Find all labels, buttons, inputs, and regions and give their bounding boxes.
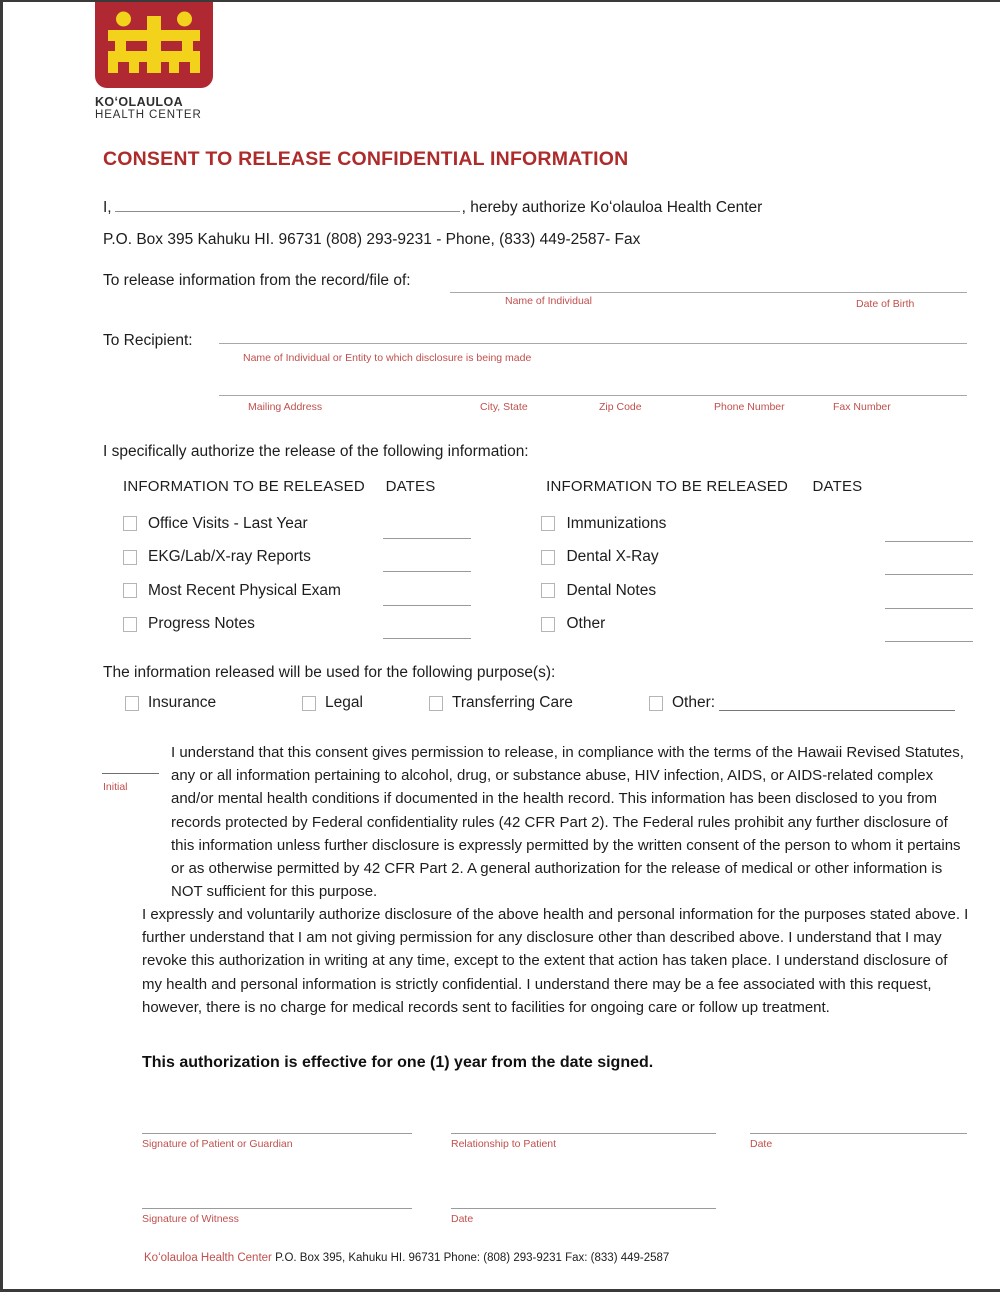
purpose-option-legal[interactable] — [302, 694, 429, 712]
signature-patient-input[interactable] — [142, 1133, 412, 1134]
caption-signature-witness: Signature of Witness — [142, 1213, 239, 1225]
organization-logo — [95, 0, 213, 122]
release-option-progress-notes[interactable] — [123, 615, 383, 633]
caption-date: Date — [750, 1138, 773, 1150]
caption-mailing-address: Mailing Address — [248, 401, 323, 413]
footer-details: P.O. Box 395, Kahuku HI. 96731 Phone: (808) 293-9231 Fax: (833) 449-2587 — [275, 1252, 670, 1264]
header-information-left: INFORMATION TO BE RELEASED — [123, 478, 365, 495]
recipient-address-input[interactable] — [219, 395, 967, 396]
page-title: CONSENT TO RELEASE CONFIDENTIAL INFORMATION — [103, 148, 629, 170]
health-center-logo-icon — [95, 0, 213, 88]
page-footer — [144, 1252, 669, 1264]
release-option-other[interactable] — [541, 615, 804, 633]
release-option-office-visits[interactable] — [123, 515, 383, 533]
dates-cell-right[interactable] — [805, 573, 973, 609]
checkbox-icon[interactable] — [123, 583, 137, 598]
signature-date-input[interactable] — [750, 1133, 967, 1134]
information-release-table — [123, 478, 973, 641]
release-option-label: Other — [566, 615, 606, 633]
recipient-entity-input[interactable] — [219, 343, 967, 344]
record-name-input[interactable] — [450, 292, 967, 293]
release-option-label: Progress Notes — [148, 615, 255, 633]
checkbox-icon[interactable] — [541, 583, 555, 598]
signature-witness-input[interactable] — [142, 1208, 412, 1209]
purpose-other-input[interactable] — [719, 696, 955, 711]
consent-paragraph-1: I understand that this consent gives permission to release, in compliance with the terms of the Hawaii Revised Statutes, any or all information pertaining to alcohol, drug, or substance abuse, HIV infection, AIDS, or AIDS-related complex and/or mental health conditions if documented in the health record. This information has been disclosed to you from records protected by Federal confidentiality rules (42 CFR Part 2). The Federal rules prohibit any further disclosure of this information unless further disclosure is expressly permitted by the written consent of the person to whom it pertains or as otherwise permitted by 42 CFR Part 2. A general authorization for the release of medical or other information is NOT sufficient for this purpose. — [171, 744, 964, 901]
relationship-input[interactable] — [451, 1133, 716, 1134]
purpose-option-label: Insurance — [148, 694, 217, 711]
purpose-option-label: Legal — [325, 694, 363, 711]
purpose-intro: The information released will be used for the following purpose(s): — [103, 664, 556, 681]
table-header-row — [123, 478, 973, 495]
release-option-label: Dental X-Ray — [566, 548, 659, 566]
release-option-label: Most Recent Physical Exam — [148, 581, 341, 599]
effective-statement: This authorization is effective for one (1) year from the date signed. — [142, 1054, 654, 1071]
date-input[interactable] — [383, 623, 471, 639]
date-input[interactable] — [383, 590, 471, 606]
caption-phone-number: Phone Number — [714, 401, 785, 413]
dates-cell-right[interactable] — [805, 506, 973, 542]
checkbox-icon[interactable] — [123, 550, 137, 565]
dates-cell-left[interactable] — [383, 509, 542, 539]
authorization-prefix: I, — [103, 199, 112, 216]
caption-date-of-birth: Date of Birth — [856, 298, 915, 310]
caption-relationship: Relationship to Patient — [451, 1138, 557, 1150]
logo-mark — [95, 0, 213, 88]
release-option-immunizations[interactable] — [541, 515, 804, 533]
caption-witness-date: Date — [451, 1213, 474, 1225]
checkbox-icon[interactable] — [429, 696, 443, 711]
initial-input[interactable] — [102, 773, 159, 774]
caption-signature-patient: Signature of Patient or Guardian — [142, 1138, 293, 1150]
dates-cell-left[interactable] — [383, 576, 542, 606]
release-option-dental-notes[interactable] — [541, 582, 804, 600]
checkbox-icon[interactable] — [541, 550, 555, 565]
release-option-label: Dental Notes — [566, 581, 657, 599]
release-from-label: To release information from the record/file of: — [103, 272, 411, 289]
release-option-label: Immunizations — [566, 514, 667, 532]
logo-wordmark — [95, 95, 213, 122]
checkbox-icon[interactable] — [541, 516, 555, 531]
checkbox-icon[interactable] — [123, 617, 137, 632]
release-option-ekg-lab-xray[interactable] — [123, 548, 383, 566]
purpose-option-other[interactable] — [649, 694, 955, 712]
date-input[interactable] — [383, 556, 471, 572]
checkbox-icon[interactable] — [125, 696, 139, 711]
checkbox-icon[interactable] — [541, 617, 555, 632]
caption-recipient-entity: Name of Individual or Entity to which disclosure is being made — [243, 352, 532, 364]
logo-name-line1: KOʻOLAULOA — [95, 95, 184, 109]
release-option-label: EKG/Lab/X-ray Reports — [148, 548, 311, 566]
checkbox-icon[interactable] — [649, 696, 663, 711]
table-row — [123, 608, 973, 642]
purpose-option-label: Transferring Care — [452, 694, 573, 711]
table-row — [123, 574, 973, 608]
dates-cell-right[interactable] — [805, 606, 973, 642]
release-option-dental-xray[interactable] — [541, 548, 804, 566]
header-dates-left: DATES — [385, 478, 436, 495]
organization-address: P.O. Box 395 Kahuku HI. 96731 (808) 293-9231 - Phone, (833) 449-2587- Fax — [103, 231, 641, 248]
dates-cell-left[interactable] — [383, 609, 542, 639]
purpose-options-row — [125, 694, 955, 712]
release-option-label: Office Visits - Last Year — [148, 514, 308, 532]
authorizer-name-input[interactable] — [115, 196, 460, 212]
caption-name-of-individual: Name of Individual — [505, 295, 592, 307]
caption-city-state: City, State — [480, 401, 528, 413]
date-input[interactable] — [383, 523, 471, 539]
logo-name-line2: HEALTH CENTER — [95, 109, 202, 121]
purpose-option-insurance[interactable] — [125, 694, 302, 712]
release-intro: I specifically authorize the release of the following information: — [103, 443, 529, 460]
recipient-label: To Recipient: — [103, 332, 193, 349]
caption-fax-number: Fax Number — [833, 401, 891, 413]
release-option-physical-exam[interactable] — [123, 582, 383, 600]
caption-zip-code: Zip Code — [599, 401, 642, 413]
consent-paragraph-2: I expressly and voluntarily authorize disclosure of the above health and personal information for the purposes stated above. I further understand that I am not giving permission for any disclosure other than described above. I understand that I may revoke this authorization in writing at any time, except to the extent that action has taken place. I understand disclosure of my health and personal information is strictly confidential. I understand there may be a fee associated with this request, however, there is no charge for medical records sent to facilities for ongoing care or follow up treatment. — [142, 906, 969, 1016]
footer-organization: Koʻolauloa Health Center — [144, 1252, 272, 1264]
header-dates-right: DATES — [812, 478, 863, 495]
caption-initial: Initial — [103, 781, 128, 793]
checkbox-icon[interactable] — [302, 696, 316, 711]
dates-cell-right[interactable] — [805, 539, 973, 575]
header-information-right: INFORMATION TO BE RELEASED — [546, 478, 789, 495]
table-row — [123, 541, 973, 575]
authorization-suffix: , hereby authorize Koʻolauloa Health Center — [461, 199, 763, 216]
date-input[interactable] — [885, 626, 973, 642]
table-row — [123, 507, 973, 541]
authorization-line — [103, 196, 762, 219]
witness-date-input[interactable] — [451, 1208, 716, 1209]
dates-cell-left[interactable] — [383, 542, 542, 572]
purpose-option-label: Other: — [672, 694, 716, 711]
purpose-option-transferring-care[interactable] — [429, 694, 649, 712]
checkbox-icon[interactable] — [123, 516, 137, 531]
